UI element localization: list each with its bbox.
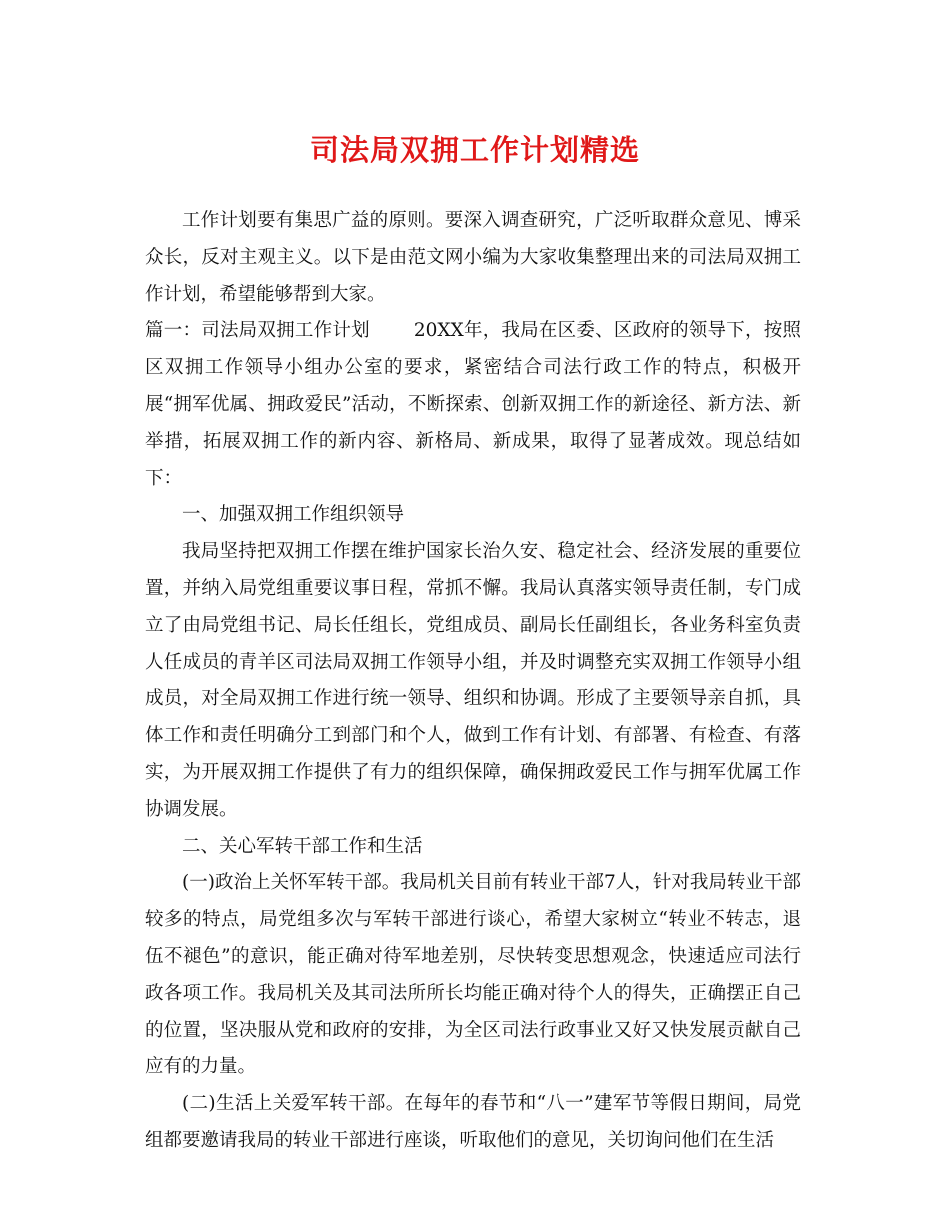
section-heading-1: 一、加强双拥工作组织领导 [182, 504, 405, 526]
document-title: 司法局双拥工作计划精选 [309, 133, 640, 167]
section1-paragraph: 我局坚持把双拥工作摆在维护国家长治久安、稳定社会、经济发展的重要位置，并纳入局党组重要议事日程，常抓不懈。我局认真落实领导责任制，专门成立了由局党组书记、局长任组长，党组成员、副局长任副组长，各业务科室负责人任成员的青羊区司法局双拥工作领导小组，并及时调整充实双拥工作领导小组成员，对全局双拥工作进行统一领导、组织和协调。形成了主要领导亲自抓，具体工作和责任明确分工到部门和个人，做到工作有计划、有部署、有检查、有落实，为开展双拥工作提供了有力的组织保障，确保拥政爱民工作与拥军优属工作协调发展。 [145, 541, 801, 820]
section-heading-2: 二、关心军转干部工作和生活 [182, 835, 423, 857]
intro-paragraph: 工作计划要有集思广益的原则。要深入调查研究，广泛听取群众意见、博采众长，反对主观主义。以下是由范文网小编为大家收集整理出来的司法局双拥工作计划，希望能够帮到大家。 [145, 210, 801, 305]
section2-paragraph-2: (二)生活上关爱军转干部。在每年的春节和“八一”建军节等假日期间，局党组都要邀请我局的转业干部进行座谈，听取他们的意见，关切询问他们在生活 [145, 1093, 801, 1151]
part1-text: 20XX年，我局在区委、区政府的领导下，按照区双拥工作领导小组办公室的要求，紧密结合司法行政工作的特点，积极开展“拥军优属、拥政爱民”活动，不断探索、创新双拥工作的新途径、新方法、新举措，拓展双拥工作的新内容、新格局、新成果，取得了显著成效。现总结如下： [145, 320, 801, 489]
section2-paragraph-1: (一)政治上关怀军转干部。我局机关目前有转业干部7人，针对我局转业干部较多的特点，局党组多次与军转干部进行谈心，希望大家树立“转业不转志，退伍不褪色”的意识，能正确对待军地差别，尽快转变思想观念，快速适应司法行政各项工作。我局机关及其司法所所长均能正确对待个人的得失，正确摆正自己的位置，坚决服从党和政府的安排，为全区司法行政事业又好又快发展贡献自己应有的力量。 [145, 872, 801, 1078]
part1-paragraph [145, 313, 801, 497]
part1-label: 篇一：司法局双拥工作计划 [145, 320, 370, 342]
document-body [145, 203, 801, 1160]
